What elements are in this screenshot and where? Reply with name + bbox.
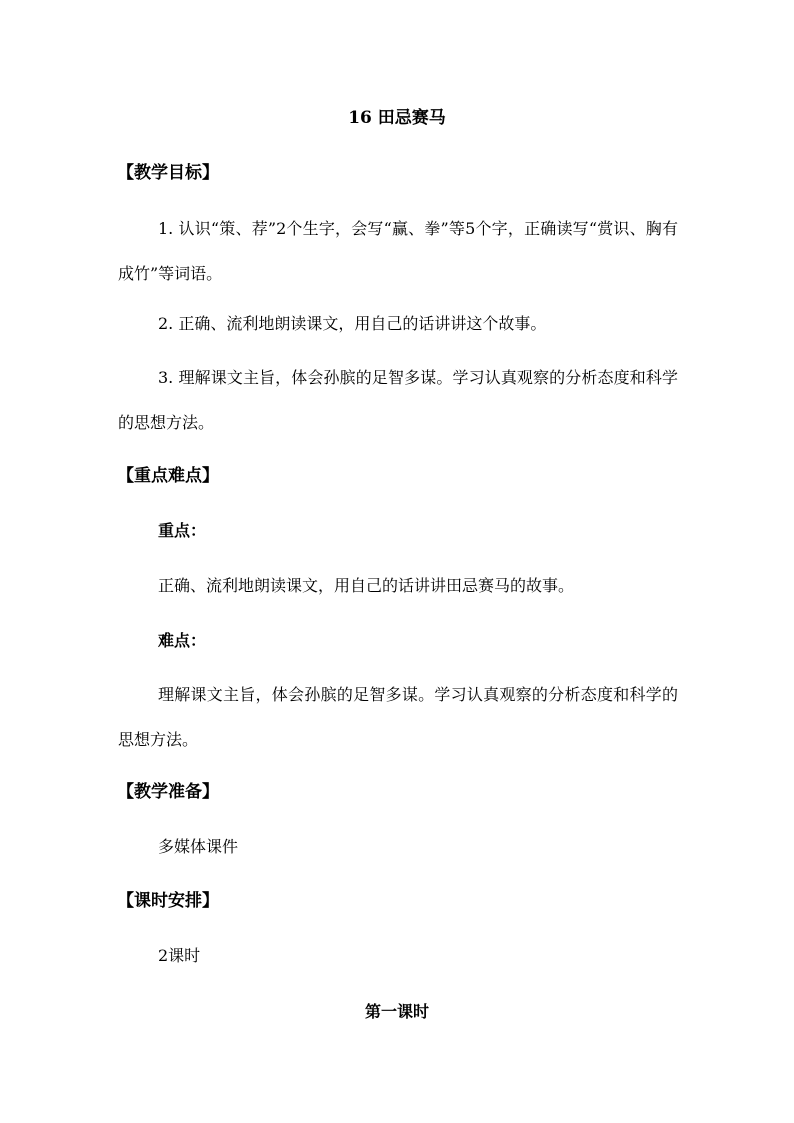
objective-item-2: 2. 正确、流利地朗读课文，用自己的话讲讲这个故事。 <box>158 314 547 333</box>
first-lesson-heading: 第一课时 <box>364 1002 429 1021</box>
preparation-heading: 【教学准备】 <box>117 782 219 802</box>
key-points-heading: 【重点难点】 <box>117 466 219 486</box>
schedule-text: 2课时 <box>158 946 201 965</box>
focus-label: 重点： <box>158 521 207 540</box>
difficulty-label: 难点： <box>158 631 207 650</box>
focus-text: 正确、流利地朗读课文，用自己的话讲讲田忌赛马的故事。 <box>158 576 575 595</box>
document-title: 16 田忌赛马 <box>348 108 446 128</box>
objective-item-1: 1. 认识“策、荐”2个生字，会写“赢、拳”等5个字，正确读写“赏识、胸有成竹”等词语。 <box>118 219 678 283</box>
preparation-text: 多媒体课件 <box>158 837 239 856</box>
difficulty-text: 理解课文主旨，体会孙膑的足智多谋。学习认真观察的分析态度和科学的思想方法。 <box>118 685 678 749</box>
objective-item-3: 3. 理解课文主旨，体会孙膑的足智多谋。学习认真观察的分析态度和科学的思想方法。 <box>118 368 678 432</box>
objectives-heading: 【教学目标】 <box>117 163 219 183</box>
schedule-heading: 【课时安排】 <box>117 891 219 911</box>
